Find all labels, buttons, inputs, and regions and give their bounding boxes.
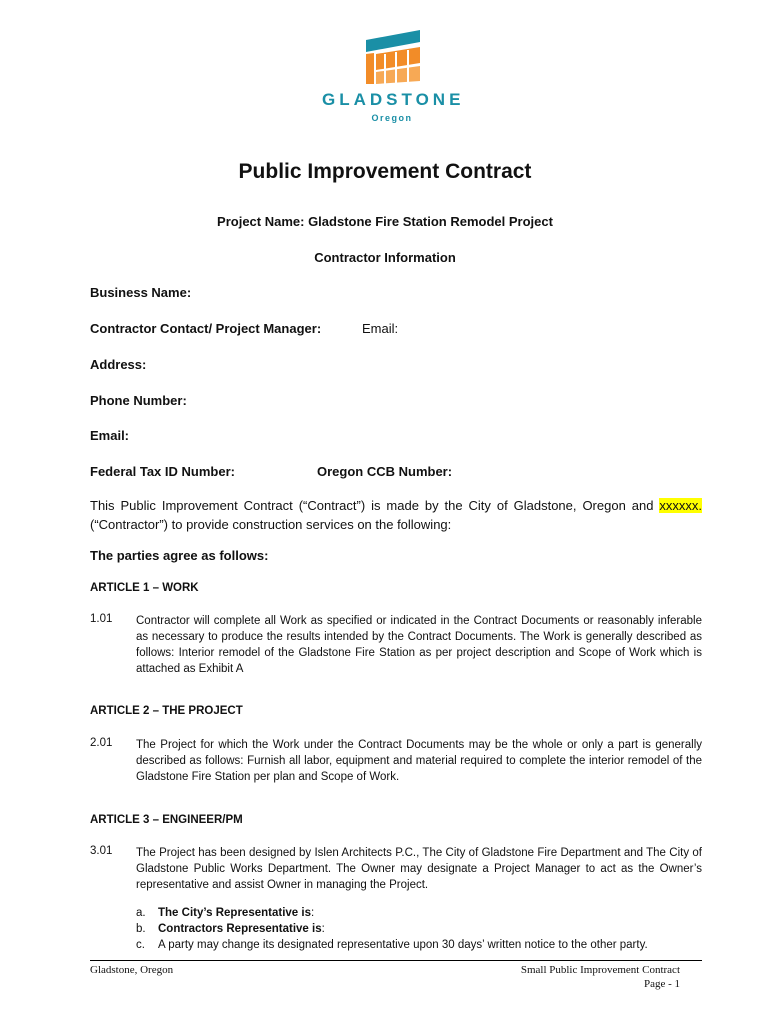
sub-item-a-letter: a. bbox=[136, 907, 146, 919]
project-name-line: Project Name: Gladstone Fire Station Remodel Project bbox=[217, 214, 553, 229]
address-label: Address: bbox=[90, 357, 147, 372]
contact-email-label: Email: bbox=[362, 321, 399, 336]
sub-item-a-tail: : bbox=[310, 907, 315, 919]
sub-item-c-letter: c. bbox=[136, 939, 145, 951]
contractor-representative-label: Contractors Representative is bbox=[158, 923, 322, 935]
sub-item-b-letter: b. bbox=[136, 923, 146, 935]
email-label: Email: bbox=[90, 428, 130, 443]
article-2-number: 2.01 bbox=[90, 737, 113, 749]
intro-paragraph bbox=[90, 496, 702, 534]
business-name-label: Business Name: bbox=[90, 285, 192, 300]
article-1-text: Contractor will complete all Work as specified or indicated in the Contract Documents or reasonably inferable as necessary to produce the results intended by the Contract Documents. The Work is generally described as follows: Interior remodel of the Gladstone Fire Station as per project description and Scope of Work which is attached as Exhibit A bbox=[136, 615, 702, 675]
article-1-number: 1.01 bbox=[90, 613, 113, 625]
contractor-placeholder: xxxxxx. bbox=[659, 498, 702, 513]
article-2-text: The Project for which the Work under the Contract Documents may be the whole or only a part is generally described as follows: Furnish all labor, equipment and material required to complete the interior remodel of the Gladstone Fire Station per plan and Scope of Work. bbox=[136, 739, 702, 783]
contractor-info-heading: Contractor Information bbox=[314, 250, 456, 265]
tax-id-label: Federal Tax ID Number: bbox=[90, 464, 235, 479]
article-3-number: 3.01 bbox=[90, 845, 113, 857]
sub-item-a bbox=[158, 907, 314, 919]
sub-item-b bbox=[158, 923, 325, 935]
logo-subtitle: Oregon bbox=[371, 113, 413, 123]
intro-text-continued: (“Contractor”) to provide construction services on the following: bbox=[90, 517, 452, 532]
gladstone-logo bbox=[330, 26, 454, 93]
article-2-heading: ARTICLE 2 – THE PROJECT bbox=[90, 705, 243, 717]
phone-label: Phone Number: bbox=[90, 393, 187, 408]
intro-text: This Public Improvement Contract (“Contract”) is made by the City of Gladstone, Oregon and bbox=[90, 498, 660, 513]
sub-item-b-tail: : bbox=[321, 923, 325, 935]
footer-left: Gladstone, Oregon bbox=[90, 964, 174, 976]
gladstone-logo-mark-icon bbox=[330, 26, 454, 88]
ccb-label: Oregon CCB Number: bbox=[317, 464, 453, 479]
logo-name: GLADSTONE bbox=[322, 90, 465, 109]
page-number: Page - 1 bbox=[643, 978, 680, 990]
city-representative-label: The City’s Representative is bbox=[158, 907, 311, 919]
contact-label: Contractor Contact/ Project Manager: bbox=[90, 321, 322, 336]
parties-heading: The parties agree as follows: bbox=[90, 548, 269, 563]
footer-divider bbox=[90, 960, 702, 961]
article-1-heading: ARTICLE 1 – WORK bbox=[90, 582, 199, 594]
page-title: Public Improvement Contract bbox=[238, 160, 532, 183]
article-3-heading: ARTICLE 3 – ENGINEER/PM bbox=[90, 814, 243, 826]
footer-right: Small Public Improvement Contract bbox=[520, 964, 680, 976]
sub-item-c: A party may change its designated representative upon 30 days’ written notice to the other party. bbox=[158, 939, 648, 951]
article-3-text: The Project has been designed by Islen Architects P.C., The City of Gladstone Fire Department and The City of Gladstone Public Works Department. The Owner may designate a Project Manager to act as the Owner’s representative and assist Owner in managing the Project. bbox=[136, 847, 702, 891]
